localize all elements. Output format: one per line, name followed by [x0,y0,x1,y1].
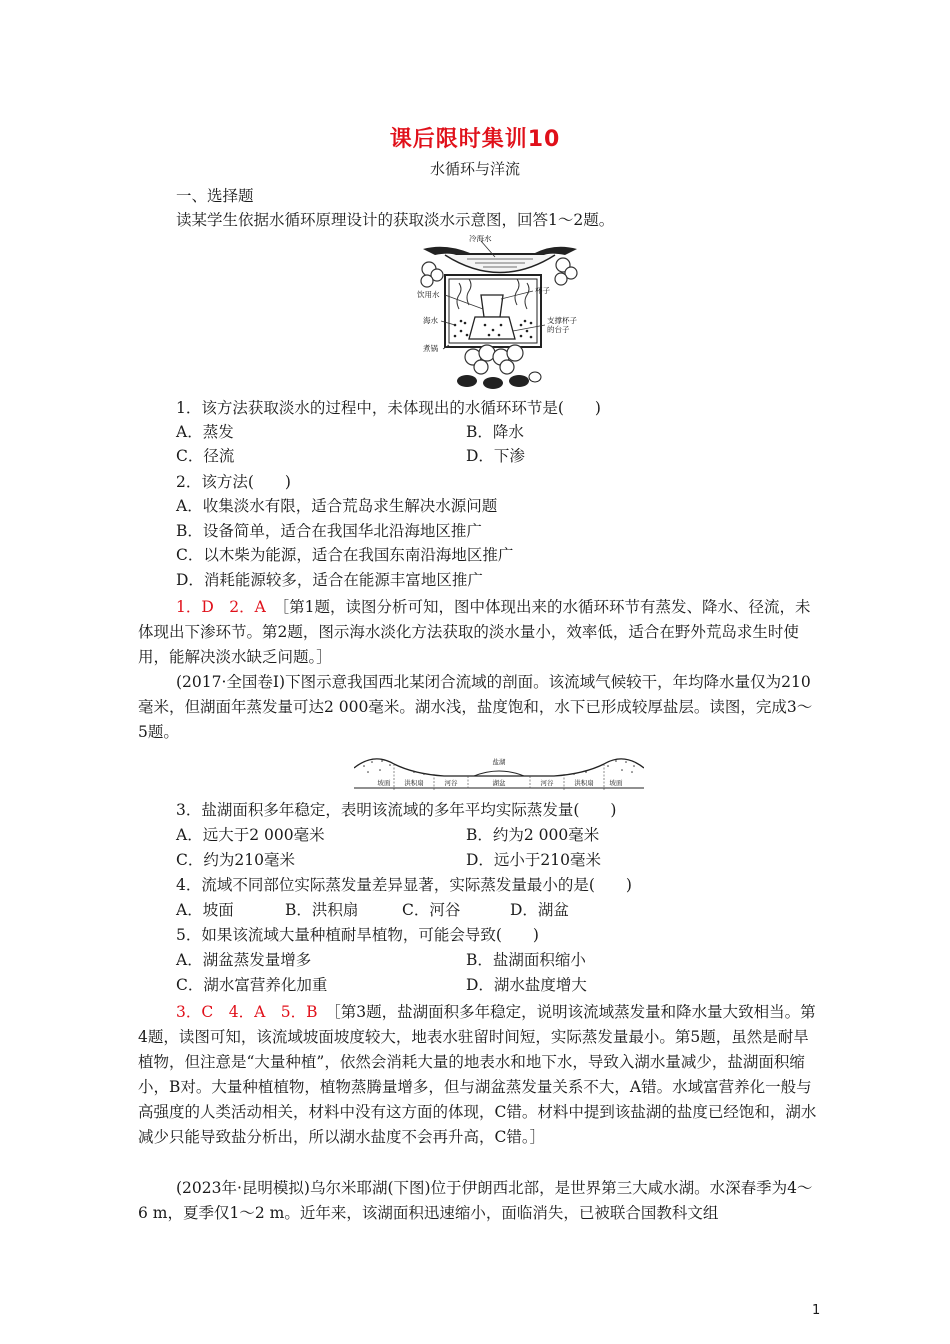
q4-option-b: B．洪积扇 [285,901,359,919]
desalination-diagram [415,235,585,393]
lake-surface [474,771,524,776]
label-cup: 杯子 [535,286,550,295]
q3-option-c: C．约为210毫米 [176,851,295,869]
fire-clouds [465,345,523,374]
q4-option-a: A．坡面 [176,901,234,919]
label-basin: 湖盆 [492,779,506,787]
q5-option-c: C．湖水富营养化加重 [176,976,328,994]
label-stand-2: 的台子 [547,325,570,334]
label-salt-lake: 盐湖 [492,758,506,766]
answer-key-1-2: 1．D 2．A [176,598,266,616]
q5-stem: 5．如果该流域大量种植耐旱植物，可能会导致( ) [176,926,539,944]
label-valley-right: 河谷 [540,779,554,787]
q4-option-d: D．湖盆 [510,901,569,919]
label-pot: 煮锅 [423,344,438,353]
label-fan-right: 洪积扇 [574,779,594,787]
q1-option-b: B．降水 [466,423,524,441]
label-slope-right: 坡面 [609,779,623,787]
q3-option-a: A．远大于2 000毫米 [176,826,325,844]
label-cold-water: 冷海水 [469,235,492,243]
label-fan-left: 洪积扇 [404,779,424,787]
label-seawater: 海水 [423,316,438,325]
q4-stem: 4．流域不同部位实际蒸发量差异显著，实际蒸发量最小的是( ) [176,876,632,894]
label-drinking-water: 饮用水 [417,290,440,299]
intro-q6-text: (2023年·昆明模拟)乌尔米耶湖(下图)位于伊朗西北部，是世界第三大咸水湖。水深春季为4～6 m，夏季仅1～2 m。近年来，该湖面积迅速缩小，面临消失，已被联合国教科文组 [138,1179,813,1222]
stand-shape [469,317,515,339]
q3-option-d: D．远小于210毫米 [466,851,602,869]
intro-q1-2: 读某学生依据水循环原理设计的获取淡水示意图，回答1～2题。 [176,211,615,229]
q3-stem: 3．盐湖面积多年稳定，表明该流域的多年平均实际蒸发量( ) [176,801,617,819]
basin-profile-diagram [354,748,644,792]
intro-q6 [138,1176,818,1226]
q2-option-a: A．收集淡水有限，适合荒岛求生解决水源问题 [176,497,498,515]
page-subtitle: 水循环与洋流 [429,160,520,178]
cup-shape [481,295,503,317]
cold-water-basin [445,255,555,273]
label-slope-left: 坡面 [377,779,391,787]
firewood-logs [457,372,541,389]
intro-q3-5-text: (2017·全国卷Ⅰ)下图示意我国西北某闭合流域的剖面。该流域气候较干，年均降水量仅为210毫米，但湖面年蒸发量可达2 000毫米。湖水浅，盐度饱和，水下已形成较厚盐层。读图，完成3～5题。 [138,673,813,741]
intro-q3-5 [138,670,818,745]
answer-1-2 [138,595,818,670]
label-valley-left: 河谷 [444,779,458,787]
section-heading: 一、选择题 [176,187,254,205]
answer-explain-3-5: ［第3题，盐湖面积多年稳定，说明该流域蒸发量和降水量大致相当。第4题，读图可知，该流域坡面坡度较大，地表水驻留时间短，实际蒸发量最小。第5题，虽然是耐旱植物，但注意是“大量种植”，依然会消耗大量的地表水和地下水，导致入湖水量减少，盐湖面积缩小，B对。大量种植植物，植物蒸腾量增多，但与湖盆蒸发量关系不大，A错。水域富营养化一般与高强度的人类活动相关，材料中没有这方面的体现，C错。材料中提到该盐湖的盐度已经饱和，湖水减少只能导致盐分析出，所以湖水盐度不会再升高，C错。］ [138,1003,817,1146]
q1-option-c: C．径流 [176,447,235,465]
q2-option-b: B．设备简单，适合在我国华北沿海地区推广 [176,522,482,540]
q2-option-c: C．以木柴为能源，适合在我国东南沿海地区推广 [176,546,514,564]
answer-key-3-5: 3．C 4．A 5．B [176,1003,318,1021]
answer-explain-1-2: ［第1题，读图分析可知，图中体现出来的水循环环节有蒸发、降水、径流，未体现出下渗环节。第2题，图示海水淡化方法获取的淡水量小，效率低，适合在野外荒岛求生时使用，能解决淡水缺乏问题。］ [138,598,811,666]
page-title: 课后限时集训10 [389,127,561,152]
q2-option-d: D．消耗能源较多，适合在能源丰富地区推广 [176,571,483,589]
label-stand: 支撑杯子 [547,316,577,325]
q4-option-c: C．河谷 [402,901,461,919]
q3-option-b: B．约为2 000毫米 [466,826,600,844]
q5-option-d: D．湖水盐度增大 [466,976,587,994]
q1-option-a: A．蒸发 [176,423,234,441]
q5-option-a: A．湖盆蒸发量增多 [176,951,312,969]
q5-option-b: B．盐湖面积缩小 [466,951,586,969]
q1-stem: 1．该方法获取淡水的过程中，未体现出的水循环环节是( ) [176,399,601,417]
answer-3-5 [138,1000,818,1150]
page-number: 1 [812,1303,821,1318]
q1-option-d: D．下渗 [466,447,525,465]
q2-stem: 2．该方法( ) [176,473,291,491]
